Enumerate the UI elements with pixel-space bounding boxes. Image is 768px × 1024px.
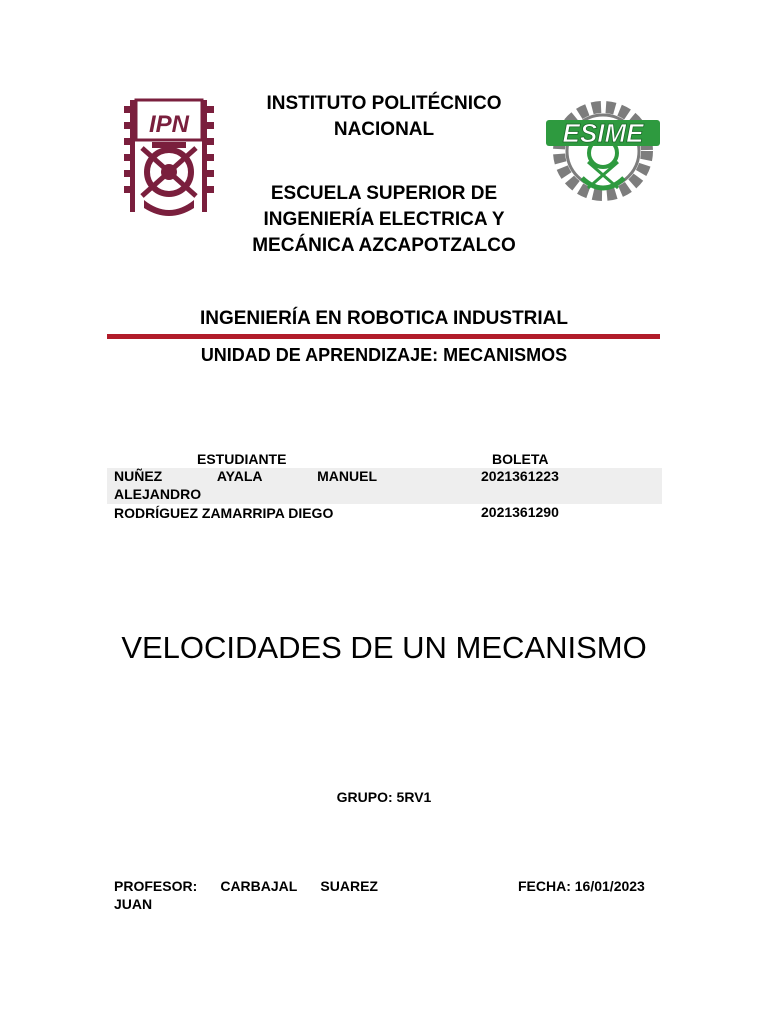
red-divider — [107, 334, 660, 339]
table-row — [107, 468, 662, 504]
svg-text:ESIME: ESIME — [562, 118, 644, 148]
name-part: MANUEL — [317, 468, 377, 484]
school-line-3: MECÁNICA AZCAPOTZALCO — [252, 235, 516, 256]
professor-label: PROFESOR: — [114, 878, 198, 894]
professor-block — [114, 877, 378, 913]
table-header — [107, 451, 662, 468]
professor-name-part: SUAREZ — [320, 878, 378, 894]
students-table — [107, 451, 662, 522]
school-line-2: INGENIERÍA ELECTRICA Y — [263, 209, 505, 230]
student-name-line-2: ALEJANDRO — [114, 486, 202, 502]
school-name — [200, 181, 568, 259]
professor-line-1 — [114, 877, 378, 895]
svg-text:IPN: IPN — [148, 111, 190, 138]
student-header: ESTUDIANTE — [197, 451, 287, 467]
student-boleta: 2021361223 — [481, 468, 559, 484]
student-boleta: 2021361290 — [481, 504, 559, 520]
school-line-1: ESCUELA SUPERIOR DE — [270, 183, 498, 204]
institute-line-2: NACIONAL — [333, 119, 435, 140]
professor-name-part: CARBAJAL — [220, 878, 298, 894]
career-title: INGENIERÍA EN ROBOTICA INDUSTRIAL — [199, 308, 569, 329]
document-title: VELOCIDADES DE UN MECANISMO — [121, 630, 647, 665]
institute-line-1: INSTITUTO POLITÉCNICO — [266, 93, 502, 114]
student-name-line-1 — [114, 468, 377, 485]
institute-name — [200, 91, 568, 143]
boleta-header: BOLETA — [492, 451, 549, 467]
professor-line-2: JUAN — [114, 896, 153, 912]
name-part: NUÑEZ — [114, 468, 163, 484]
name-part: AYALA — [216, 468, 263, 484]
group-label: GRUPO: 5RV1 — [336, 789, 432, 805]
student-name: RODRÍGUEZ ZAMARRIPA DIEGO — [114, 505, 334, 521]
date-label: FECHA: 16/01/2023 — [518, 878, 645, 894]
table-row — [107, 504, 662, 522]
subject-title: UNIDAD DE APRENDIZAJE: MECANISMOS — [200, 345, 568, 365]
